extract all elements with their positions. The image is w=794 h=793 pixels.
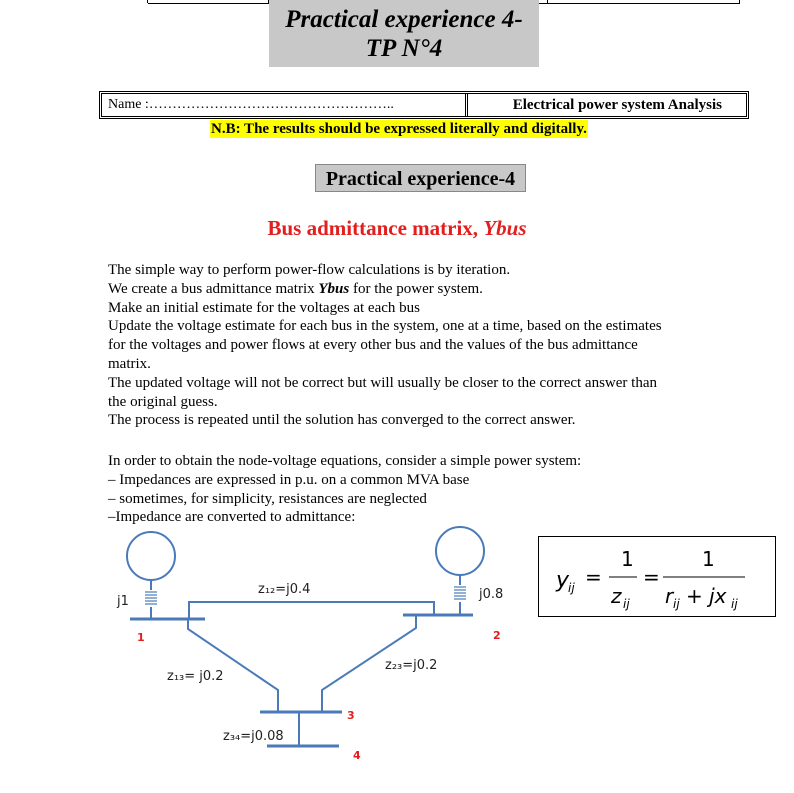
intro-line: The simple way to perform power-flow calculations is by iteration. [108,262,511,278]
gen-2-reactance-label: j0.8 [479,587,504,602]
title-line-1: Practical experience 4- [285,6,523,33]
admittance-formula [539,537,777,618]
formula-lhs: y [556,568,570,593]
intro-line: the original guess. [108,393,218,410]
generator-2-icon [436,527,484,575]
formula-num-1: 1 [621,547,634,571]
svg-text:=: = [585,565,602,589]
z23-label: z₂₃=j0.2 [385,658,438,673]
z34-label: z₃₄=j0.08 [223,729,284,744]
formula-den-1: z [611,584,622,608]
subtitle-emph: Ybus [483,216,527,240]
generator-1-icon [127,532,175,580]
intro-line: Make an initial estimate for the voltages at each bus [108,299,420,316]
formula-lhs-sub: ij [568,581,575,595]
z12-label: z₁₂=j0.4 [258,582,311,597]
admittance-formula-box [538,536,776,617]
nodal-line: – sometimes, for simplicity, resistances are neglected [108,490,427,507]
svg-text:=: = [643,565,660,589]
subtitle-text: Bus admittance matrix, [267,216,484,240]
formula-den-1-sub: ij [623,597,630,611]
formula-den-2-jx: + jx [686,584,727,608]
bus-2-number: 2 [493,629,501,642]
course-title: Electrical power system Analysis [512,97,722,113]
bus-1-number: 1 [137,631,145,644]
name-field[interactable]: Name :…………………………………………….. [108,97,394,112]
formula-den-2-x-sub: ij [731,597,738,611]
nodal-line: In order to obtain the node-voltage equations, consider a simple power system: [108,453,582,469]
intro-line: We create a bus admittance matrix Ybus for the power system. [108,280,483,297]
reactance-2-icon [454,587,466,599]
intro-line: The process is repeated until the solution has converged to the correct answer. [108,412,576,429]
bus-3-number: 3 [347,709,355,722]
formula-num-2: 1 [702,547,715,571]
nodal-line: – Impedances are expressed in p.u. on a common MVA base [108,471,470,488]
section-title: Practical experience-4 [315,164,526,192]
bus-4-number: 4 [353,749,361,762]
z13-label: z₁₃= j0.2 [167,669,224,684]
title-line-2: TP N°4 [365,35,443,62]
intro-line: for the voltages and power flows at every other bus and the values of the bus admittance [108,337,638,354]
formula-den-2-r-sub: ij [673,597,680,611]
intro-line: Update the voltage estimate for each bus in the system, one at a time, based on the estimates [108,318,662,335]
intro-line: The updated voltage will not be correct but will usually be closer to the correct answer than [108,374,657,391]
nodal-line: –Impedance are converted to admittance: [108,509,356,526]
intro-line: matrix. [108,355,151,372]
reactance-1-icon [145,592,157,604]
line-z13 [188,619,278,712]
note-highlight: N.B: The results should be expressed literally and digitally. [211,121,587,137]
line-z12 [189,602,434,619]
formula-den-2-r: r [665,584,674,608]
gen-1-reactance-label: j1 [117,594,129,609]
